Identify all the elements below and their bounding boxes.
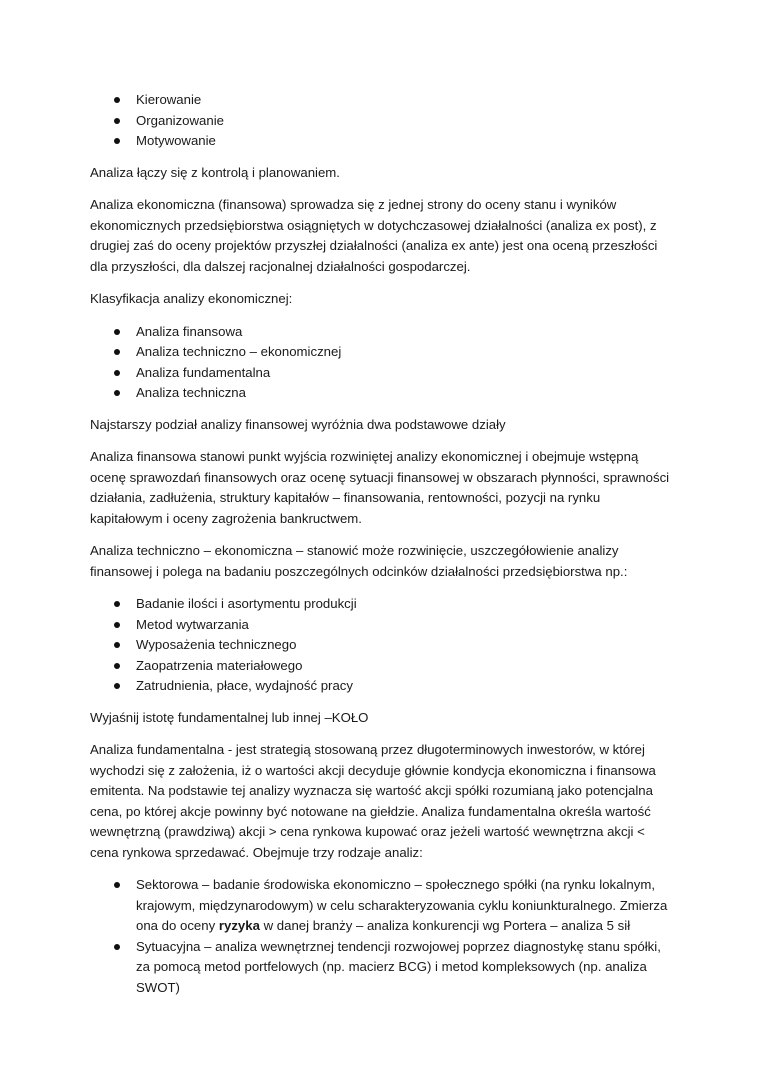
list-item: Sytuacyjna – analiza wewnętrznej tendencji rozwojowej poprzez diagnostykę stanu spółki, za pomocą metod portfelowych (np. macierz BCG) i metod kompleksowych (np. analiza SWOT) bbox=[90, 937, 675, 999]
bullet-list-analysis-types bbox=[90, 875, 675, 998]
paragraph: Klasyfikacja analizy ekonomicznej: bbox=[90, 291, 293, 306]
list-item: Analiza techniczna bbox=[90, 383, 675, 404]
list-item: Motywowanie bbox=[90, 131, 675, 152]
bullet-list-areas bbox=[90, 594, 675, 697]
list-item: Kierowanie bbox=[90, 90, 675, 111]
emphasis-text: ryzyka bbox=[218, 918, 260, 933]
bullet-list-functions bbox=[90, 90, 675, 152]
paragraph: Analiza fundamentalna - jest strategią stosowaną przez długoterminowych inwestorów, w której wychodzi się z założenia, iż o wartości akcji decyduje głównie kondycja ekonomiczna i finansowa emitenta. Na podstawie tej analizy wyznacza się wartość akcji spółki rozumianą jako potencjalna cena, po której akcje powinny być notowane na giełdzie. Analiza fundamentalna określa wartość wewnętrzną (prawdziwą) akcji > cena rynkowa kupować oraz jeżeli wartość wewnętrzna akcji < cena rynkowa sprzedawać. Obejmuje trzy rodzaje analiz: bbox=[90, 742, 656, 860]
list-item-text: w danej branży – analiza konkurencji wg Portera – analiza 5 sił bbox=[259, 918, 631, 933]
paragraph: Analiza finansowa stanowi punkt wyjścia rozwiniętej analizy ekonomicznej i obejmuje wstępną ocenę sprawozdań finansowych oraz ocenę sytuacji finansowej w obszarach płynności, sprawności działania, zadłużenia, struktury kapitałów – finansowania, rentowności, pozycji na rynku kapitałowym i oceny zagrożenia bankructwem. bbox=[90, 449, 670, 526]
bullet-list-classification bbox=[90, 322, 675, 404]
list-item: Analiza finansowa bbox=[90, 322, 675, 343]
list-item: Zaopatrzenia materiałowego bbox=[90, 656, 675, 677]
list-item: Analiza techniczno – ekonomicznej bbox=[90, 342, 675, 363]
document-body bbox=[90, 90, 675, 998]
list-item: Badanie ilości i asortymentu produkcji bbox=[90, 594, 675, 615]
list-item: Zatrudnienia, płace, wydajność pracy bbox=[90, 676, 675, 697]
list-item: Organizowanie bbox=[90, 111, 675, 132]
paragraph: Wyjaśnij istotę fundamentalnej lub innej –KOŁO bbox=[90, 709, 369, 725]
paragraph: Najstarszy podział analizy finansowej wyróżnia dwa podstawowe działy bbox=[90, 416, 506, 432]
paragraph: Analiza ekonomiczna (finansowa) sprowadza się z jednej strony do oceny stanu i wyników ekonomicznych przedsiębiorstwa osiągniętych w dotychczasowej działalności (analiza ex post), z drugiej zaś do oceny projektów przyszłej działalności (analiza ex ante) jest ona oceną przeszłości dla przyszłości, dla dalszej racjonalnej działalności gospodarczej. bbox=[90, 197, 658, 274]
paragraph: Analiza techniczno – ekonomiczna – stanowić może rozwinięcie, uszczegółowienie analizy finansowej i polega na badaniu poszczególnych odcinków działalności przedsiębiorstwa np.: bbox=[90, 543, 628, 579]
list-item: Analiza fundamentalna bbox=[90, 363, 675, 384]
list-item: Wyposażenia technicznego bbox=[90, 635, 675, 656]
list-item bbox=[90, 875, 675, 937]
paragraph: Analiza łączy się z kontrolą i planowaniem. bbox=[90, 164, 340, 180]
list-item-text: Sektorowa – badanie środowiska ekonomiczno – społecznego spółki (na rynku lokalnym, krajowym, międzynarodowym) w celu scharakteryzowania cyklu koniunkturalnego. Zmierza ona do oceny bbox=[136, 877, 668, 933]
list-item: Metod wytwarzania bbox=[90, 615, 675, 636]
